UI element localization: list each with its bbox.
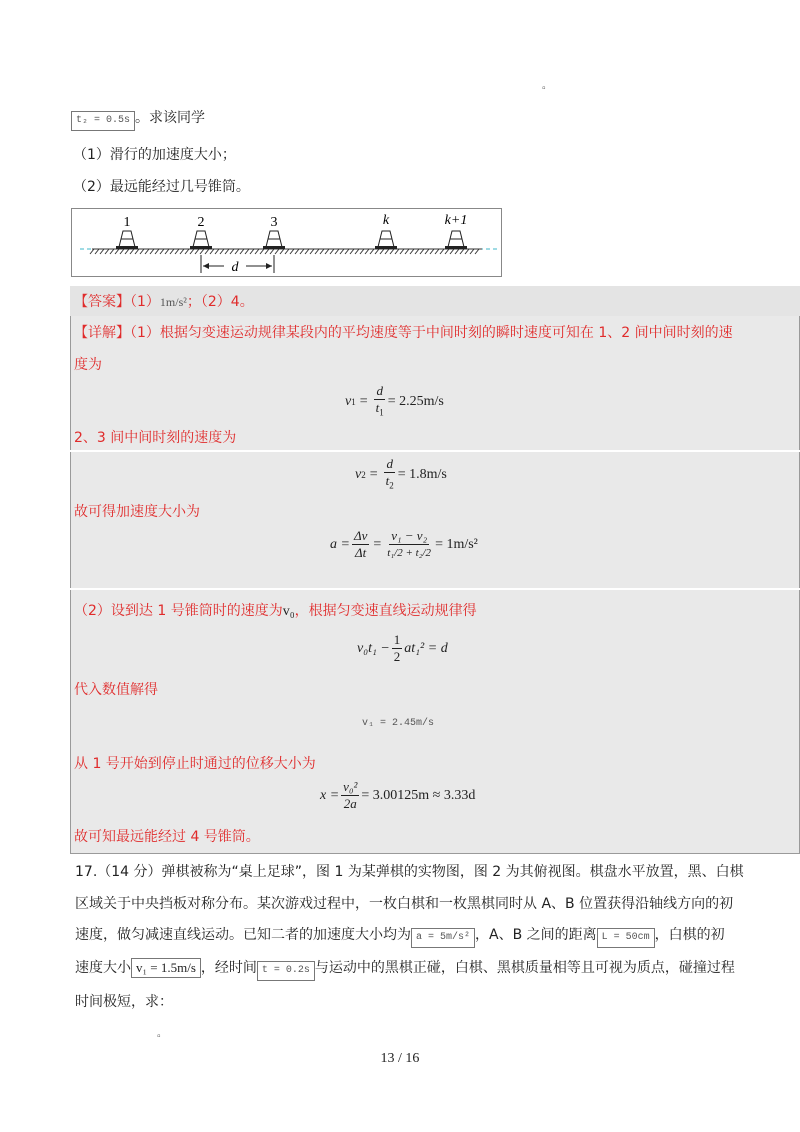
detail-line-6: 从 1 号开始到停止时通过的位移大小为	[74, 756, 316, 772]
question-2: （2）最远能经过几号锥筒。	[73, 179, 250, 195]
cone-label-1: 1	[123, 215, 131, 230]
accel-box: a = 5m/s²	[411, 928, 475, 948]
time-box: t = 0.2s	[257, 961, 315, 981]
equation-4: v₀t₁ − $\frac{1}{2}$ at₁² = d	[357, 632, 448, 664]
answer-value-1: 1m/s²	[159, 295, 187, 309]
problem-17-line-2: 区域关于中央挡板对称分布。某次游戏过程中，一枚白棋和一枚黑棋同时从 A、B 位置获得沿轴线方向的初	[75, 896, 734, 912]
cone-2	[190, 231, 212, 249]
equation-1: v 1 = $\frac{d}{t_1}$ = 2.25m/s	[345, 383, 444, 418]
problem-17-line-3: 速度，做匀减速直线运动。已知二者的加速度大小均为 a = 5m/s² ，A、B 之间的距离 L = 50cm ，白棋的初	[75, 925, 725, 948]
cone-1	[116, 231, 138, 249]
detail-line-1b: 度为	[74, 357, 102, 373]
cone-label-k1: k+1	[444, 213, 468, 228]
detail-tag: 【详解】	[74, 325, 130, 341]
t2-box: t₂ = 0.5s	[71, 111, 135, 131]
distance-box: L = 50cm	[597, 928, 655, 948]
detail-line-2: 2、3 间中间时刻的速度为	[74, 430, 237, 446]
problem-17-line-4: 速度大小 v₁ = 1.5m/s ，经时间 t = 0.2s 与运动中的黑棋正碰，白棋、黑棋质量相等且可视为质点，碰撞过程	[75, 958, 735, 981]
intro-suffix: 。求该同学	[135, 110, 206, 126]
header-marker: ▫	[541, 84, 548, 95]
cone-label-k: k	[382, 213, 390, 228]
detail-line-1: 【详解】（1）根据匀变速运动规律某段内的平均速度等于中间时刻的瞬时速度可知在 1、2 间中间时刻的速	[74, 325, 733, 341]
cone-k-plus-1	[445, 231, 467, 249]
velocity-box: v₁ = 1.5m/s	[131, 958, 201, 978]
intro-line	[71, 108, 205, 131]
cone-label-2: 2	[197, 215, 205, 230]
equation-2: v 2 = $\frac{d}{t_2}$ = 1.8m/s	[355, 456, 447, 491]
detail-line-5: 代入数值解得	[74, 682, 158, 698]
answer-tag: 【答案】	[74, 294, 130, 310]
cone-diagram	[72, 209, 501, 276]
problem-17-line-5: 时间极短，求：	[75, 994, 173, 1010]
bottom-marker: ▫	[156, 1032, 163, 1043]
answer-value-2: 4	[230, 294, 240, 310]
detail-line-3: 故可得加速度大小为	[74, 504, 200, 520]
detail-line-4: （2）设到达 1 号锥筒时的速度为v₀，根据匀变速直线运动规律得	[74, 603, 477, 619]
question-1: （1）滑行的加速度大小；	[73, 147, 236, 163]
equation-5: v₁ = 2.45m/s	[362, 718, 435, 729]
equation-6: x = $\frac{\text{v₀²}}{2a}$ = 3.00125m ≈ 3.33d	[320, 779, 476, 811]
answer-line: 【答案】（1）1m/s²；（2）4。	[74, 294, 254, 310]
page-number: 13 / 16	[380, 1051, 420, 1066]
cone-k	[375, 231, 397, 249]
problem-17-line-1: 17.（14 分）弹棋被称为“桌上足球”，图 1 为某弹棋的实物图，图 2 为其俯视图。棋盘水平放置，黑、白棋	[75, 864, 744, 880]
cone-label-3: 3	[270, 215, 278, 230]
cone-figure	[71, 208, 502, 277]
equation-3: a = $\frac{\Delta v}{\Delta t}$ = $\frac{\text{v₁ − v₂}}{\text{t₁/2 + t₂/2}}$ = 1m/s²	[330, 528, 478, 560]
detail-line-7: 故可知最远能经过 4 号锥筒。	[74, 829, 260, 845]
cone-3	[263, 231, 285, 249]
distance-label: d	[231, 260, 239, 275]
